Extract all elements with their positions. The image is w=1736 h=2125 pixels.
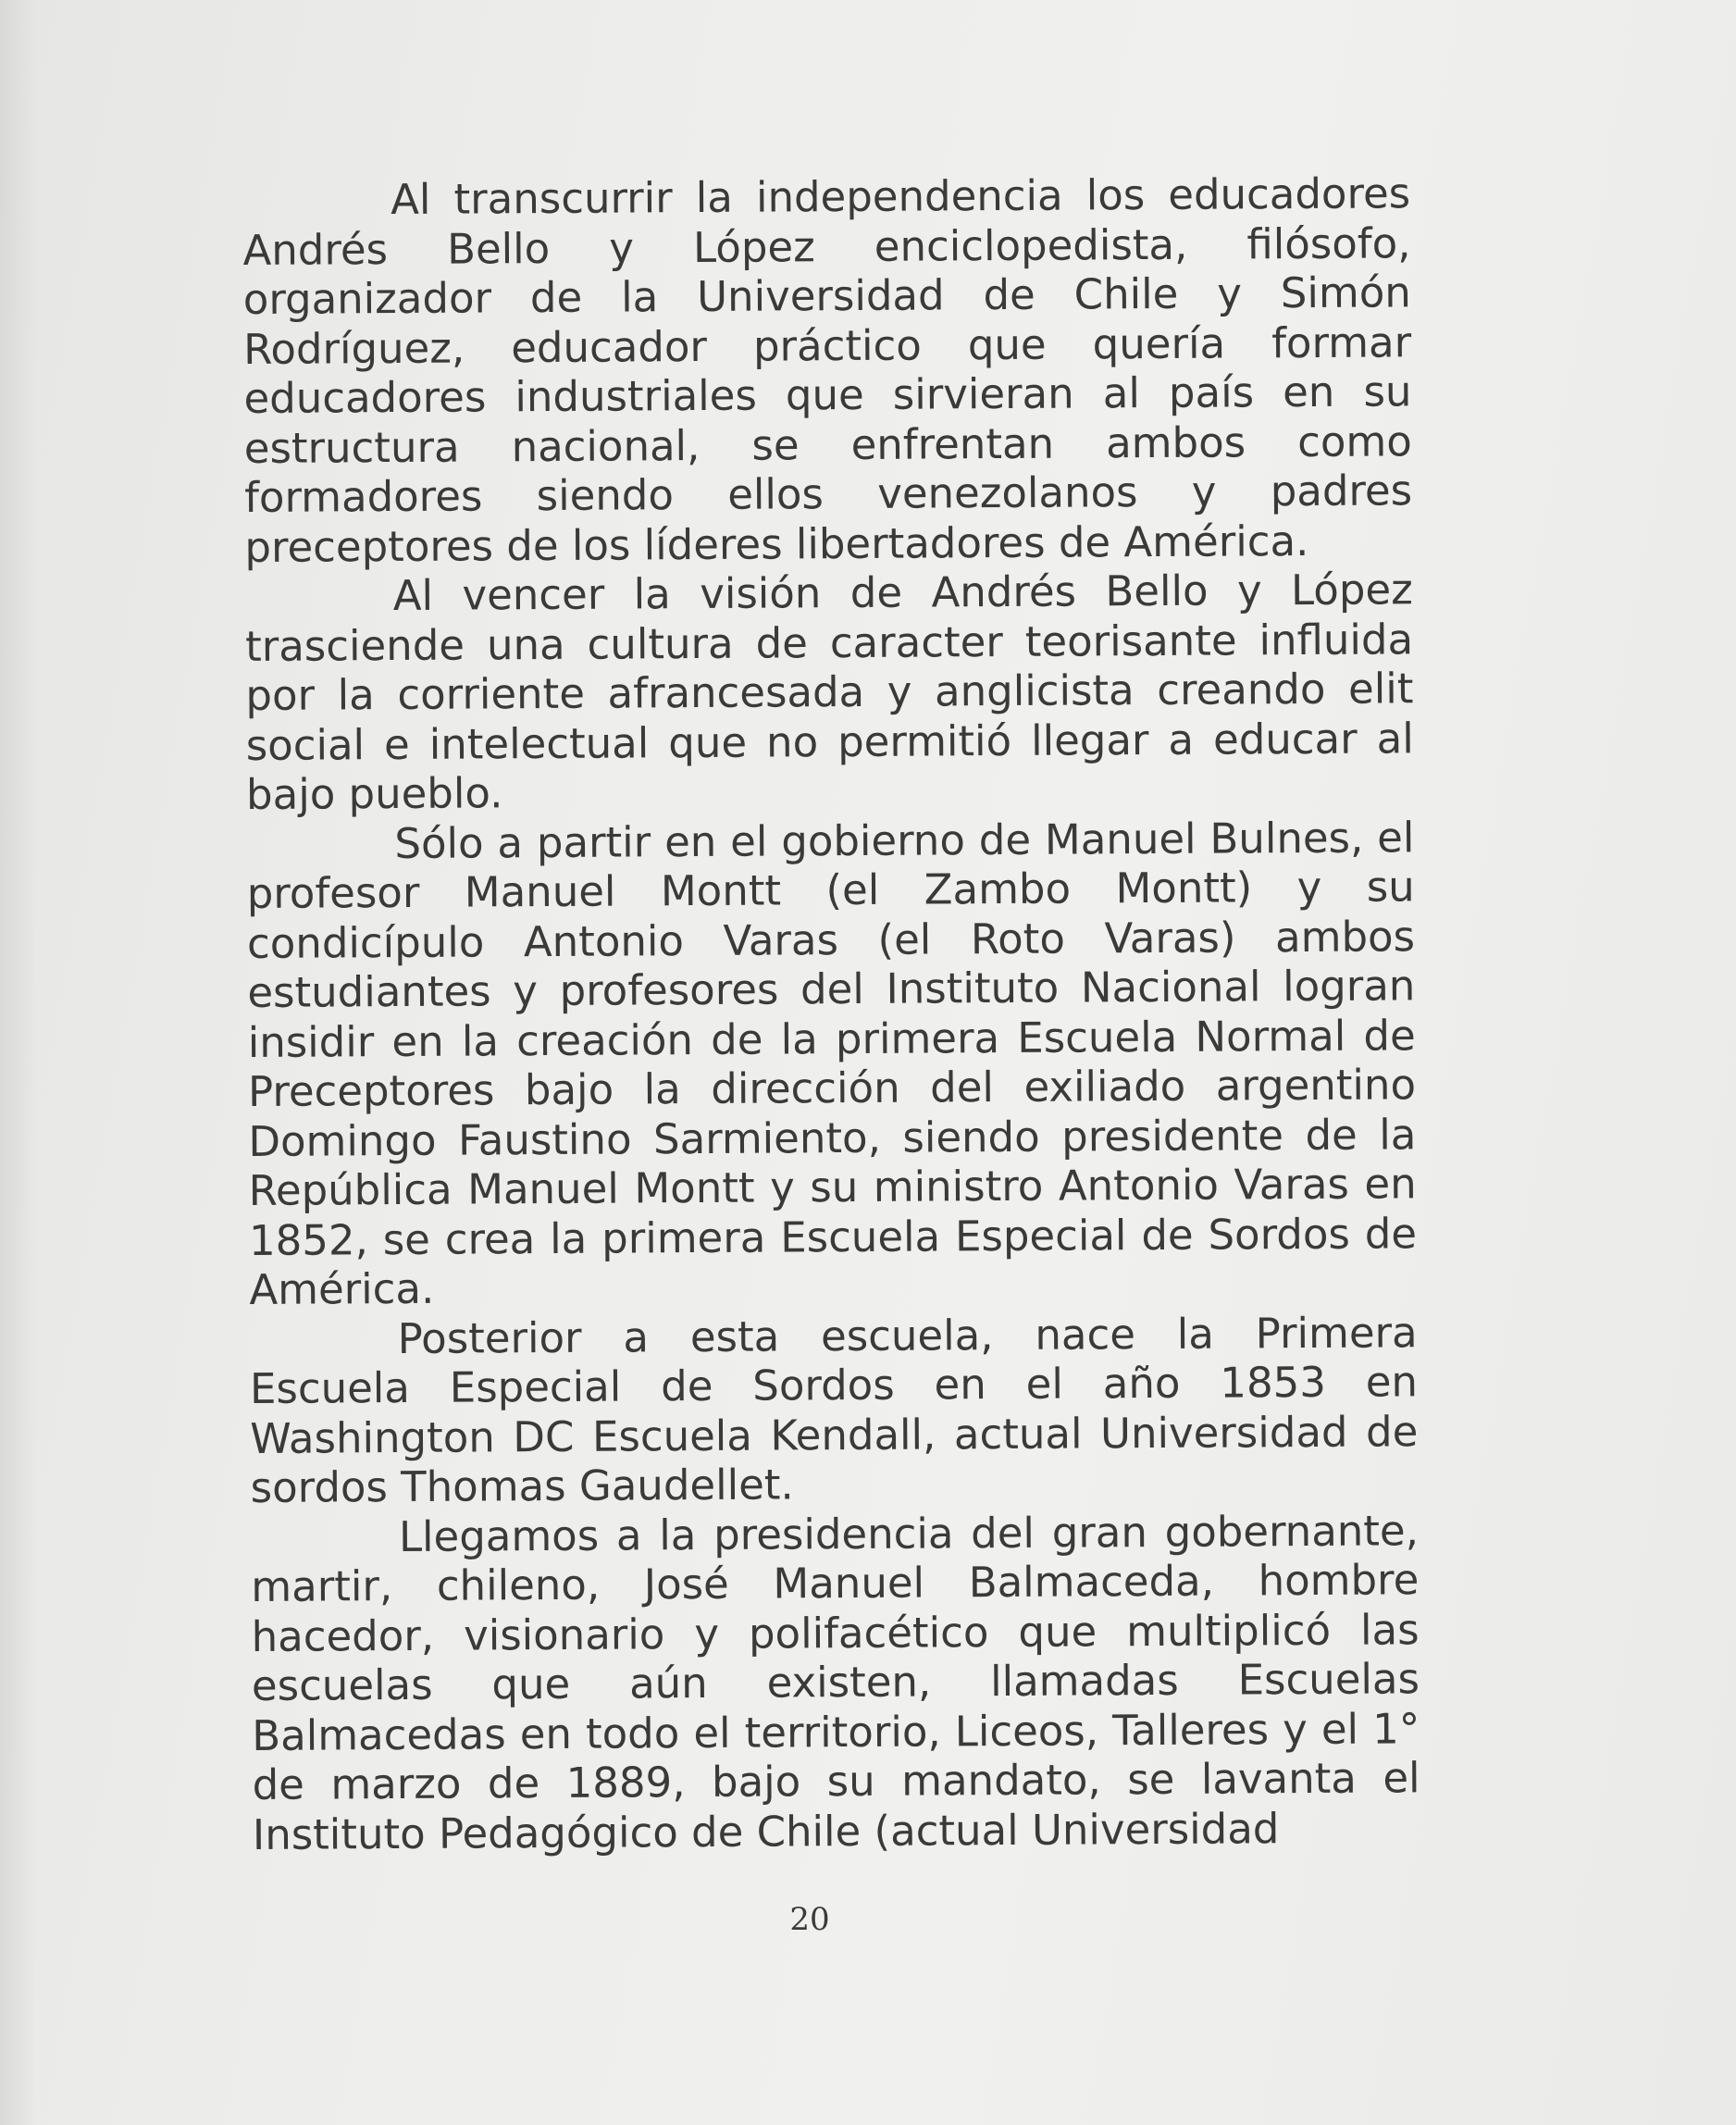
page-number: 20 bbox=[789, 1901, 830, 1938]
paragraph-2: Al vencer la visión de Andrés Bello y López trasciende una cultura de caracter teorisante influida por la corriente afrancesada y anglicista creando elit social e intelectual que no permitió llegar a educar al bajo pueblo. bbox=[244, 565, 1414, 819]
paragraph-4: Posterior a esta escuela, nace la Primera Escuela Especial de Sordos en el año 1853 en Washington DC Escuela Kendall, actual Universidad de sordos Thomas Gaudellet. bbox=[249, 1307, 1419, 1512]
paragraph-1: Al transcurrir la independencia los educadores Andrés Bello y López enciclopedista, filósofo, organizador de la Universidad de Chile y Simón Rodríguez, educador práctico que quería formar educadores industriales que sirvieran al país en su estructura nacional, se enfrentan ambos como formadores siendo ellos venezolanos y padres preceptores de los líderes libertadores de América. bbox=[242, 168, 1413, 572]
body-text bbox=[242, 168, 1420, 1859]
paragraph-3: Sólo a partir en el gobierno de Manuel Bulnes, el profesor Manuel Montt (el Zambo Montt) y su condicípulo Antonio Varas (el Roto Varas) ambos estudiantes y profesores del Instituto Nacional logran insidir en la creación de la primera Escuela Normal de Preceptores bajo la dirección del exiliado argentino Domingo Faustino Sarmiento, siendo presidente de la República Manuel Montt y su ministro Antonio Varas en 1852, se crea la primera Escuela Especial de Sordos de América. bbox=[246, 812, 1418, 1314]
paragraph-5: Llegamos a la presidencia del gran gobernante, martir, chileno, José Manuel Balmaceda, hombre hacedor, visionario y polifacético que multiplicó las escuelas que aún existen, llamadas Escuelas Balmacedas en todo el territorio, Liceos, Talleres y el 1° de marzo de 1889, bajo su mandato, se lavanta el Instituto Pedagógico de Chile (actual Universidad bbox=[251, 1505, 1420, 1859]
page-edge-shadow bbox=[0, 0, 37, 2125]
